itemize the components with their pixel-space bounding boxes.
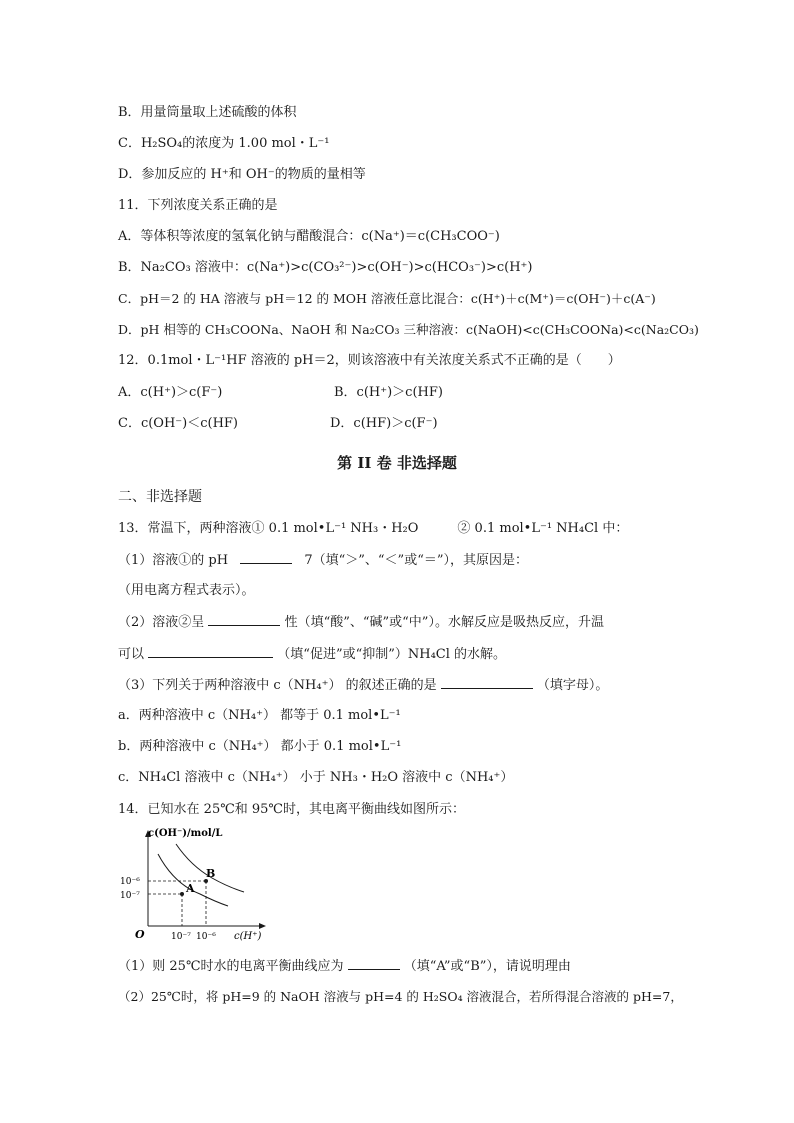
y-tick-hi: 10⁻⁶ [120, 877, 140, 887]
question-11-stem: 11．下列浓度关系正确的是 [118, 198, 278, 213]
q11-option-b: B．Na₂CO₃ 溶液中：c(Na⁺)>c(CO₃²⁻)>c(OH⁻)>c(HCO₃⁻)>c(H⁺) [118, 260, 533, 275]
answer-blank-5[interactable] [348, 957, 400, 970]
x-tick-lo: 10⁻⁷ [171, 932, 191, 942]
point-b-label: B [206, 867, 216, 880]
question-14-stem: 14．已知水在 25℃和 95℃时，其电离平衡曲线如图所示： [118, 802, 465, 817]
y-tick-lo: 10⁻⁷ [120, 891, 140, 901]
q13-part-2 [118, 613, 604, 632]
q13-part-2-cont-text-a: 可以 [118, 647, 145, 662]
q13-part-3 [118, 676, 608, 695]
answer-blank-1[interactable] [240, 551, 292, 564]
q11-option-c: C．pH＝2 的 HA 溶液与 pH＝12 的 MOH 溶液任意比混合：c(H⁺)＋c(M⁺)＝c(OH⁻)＋c(A⁻) [118, 291, 656, 306]
q13-part-2-text-a: （2）溶液②呈 [118, 615, 205, 630]
answer-blank-3[interactable] [148, 645, 273, 658]
q14-part-1-text-b: （填“A”或“B”），请说明理由 [403, 959, 571, 974]
y-axis-label: c(OH⁻)/mol/L [148, 828, 223, 839]
curve-a [158, 854, 228, 906]
section-title: 第 II 卷 非选择题 [337, 454, 457, 472]
origin-label: O [135, 928, 145, 941]
part-two-heading: 二、非选择题 [118, 489, 202, 505]
q13-part-2-text-b: 性（填“酸”、“碱”或“中”）。水解反应是吸热反应，升温 [284, 615, 604, 630]
option-b-line: B．用量筒量取上述硫酸的体积 [118, 105, 297, 120]
point-a-label: A [186, 882, 195, 895]
q12-option-d: D．c(HF)＞c(F⁻) [330, 416, 438, 431]
q12-option-b: B．c(H⁺)＞c(HF) [334, 385, 443, 400]
q13-part-1-note: （用电离方程式表示）。 [118, 583, 255, 598]
question-12-stem: 12．0.1mol・L⁻¹HF 溶液的 pH＝2，则该溶液中有关浓度关系式不正确的是（ ） [118, 353, 621, 368]
q13-part-1 [118, 551, 528, 570]
option-d-line: D．参加反应的 H⁺和 OH⁻的物质的量相等 [118, 167, 366, 182]
q11-option-a: A．等体积等浓度的氢氧化钠与醋酸混合：c(Na⁺)＝c(CH₃COO⁻) [118, 229, 500, 244]
q12-option-a: A．c(H⁺)＞c(F⁻) [118, 385, 223, 400]
question-13-stem: 13．常温下，两种溶液① 0.1 mol•L⁻¹ NH₃・H₂O ② 0.1 mol•L⁻¹ NH₄Cl 中： [118, 521, 629, 536]
q12-option-c: C．c(OH⁻)＜c(HF) [118, 416, 239, 431]
option-c-line: C．H₂SO₄的浓度为 1.00 mol・L⁻¹ [118, 136, 330, 151]
answer-blank-2[interactable] [208, 613, 280, 626]
x-axis-arrow [259, 923, 266, 929]
ionization-equilibrium-graph [116, 822, 276, 947]
x-tick-hi: 10⁻⁶ [196, 932, 216, 942]
point-a-marker [180, 892, 184, 896]
q13-choice-b: b．两种溶液中 c（NH₄⁺） 都小于 0.1 mol•L⁻¹ [118, 739, 402, 754]
q13-part-2-cont-text-b: （填“促进”或“抑制”）NH₄Cl 的水解。 [277, 647, 507, 662]
q14-part-1-text-a: （1）则 25℃时水的电离平衡曲线应为 [118, 959, 344, 974]
q13-choice-a: a．两种溶液中 c（NH₄⁺） 都等于 0.1 mol•L⁻¹ [118, 708, 401, 723]
q13-part-3-text-a: （3）下列关于两种溶液中 c（NH₄⁺） 的叙述正确的是 [118, 678, 437, 693]
q13-part-1-text-b: 7（填“＞”、“＜”或“＝”），其原因是： [304, 553, 528, 568]
x-axis-label: c(H⁺) [234, 931, 262, 942]
q11-option-d: D．pH 相等的 CH₃COONa、NaOH 和 Na₂CO₃ 三种溶液：c(NaOH)<c(CH₃COONa)<c(Na₂CO₃) [118, 322, 699, 337]
q14-part-2: （2）25℃时，将 pH=9 的 NaOH 溶液与 pH=4 的 H₂SO₄ 溶液混合，若所得混合溶液的 pH=7， [118, 989, 683, 1004]
answer-blank-4[interactable] [441, 676, 533, 689]
q14-part-1 [118, 957, 571, 976]
q13-part-3-text-b: （填字母）。 [536, 678, 609, 693]
q13-choice-c: c．NH₄Cl 溶液中 c（NH₄⁺） 小于 NH₃・H₂O 溶液中 c（NH₄⁺） [118, 770, 514, 785]
q13-part-2-cont [118, 645, 506, 664]
q13-part-1-text-a: （1）溶液①的 pH [118, 553, 229, 568]
